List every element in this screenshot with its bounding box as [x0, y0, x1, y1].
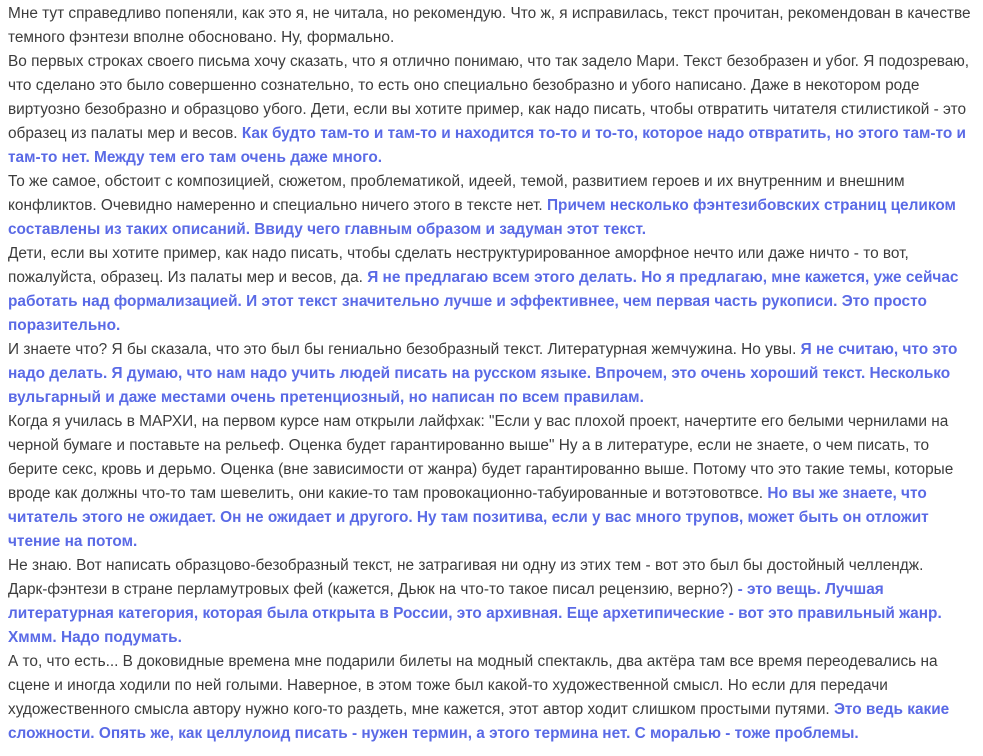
paragraph-spectacle: [8, 650, 974, 746]
paragraph-challenge: [8, 554, 974, 578]
paragraph-highlight: Я не предлагаю всем этого делать. Но я предлагаю, мне кажется, уже сейчас работать над формализацией. И этот текст значительно лучше и эффективнее, чем первая часть рукописи. Это просто поразительно.: [8, 269, 959, 334]
paragraph-text: Дарк-фэнтези в стране перламутровых фей (кажется, Дьюк на что-то такое писал рецензию, верно?): [8, 581, 738, 598]
paragraph-first-lines: [8, 50, 974, 170]
paragraph-text: Когда я училась в МАРХИ, на первом курсе нам открыли лайфхак: "Если у вас плохой проект, начертите его белыми чернилами на черной бумаге и поставьте на рельеф. Оценка будет гарантированно выше" Ну а в литературе, если не знаете, о чем писать, то берите секс, кровь и дерьмо. Оценка (вне зависимости от жанра) будет гарантированно выше. Потому что это такие темы, которые вроде как должны что-то там шевелить, они какие-то там провокационно-табуированные и вотэтовотвсе.: [8, 413, 954, 502]
paragraph-genius: [8, 338, 974, 410]
paragraph-highlight: Как будто там-то и там-то и находится то-то и то-то, которое надо отвратить, но этого там-то и там-то нет. Между тем его там очень даже много.: [8, 125, 966, 166]
document-body: [8, 2, 974, 746]
paragraph-amorphous: [8, 242, 974, 338]
paragraph-markhi: [8, 410, 974, 554]
paragraph-dark-fantasy: [8, 578, 974, 650]
paragraph-intro: [8, 2, 974, 50]
paragraph-highlight: Причем несколько фэнтезибовских страниц целиком составлены из таких описаний. Ввиду чего главным образом и задуман этот текст.: [8, 197, 956, 238]
paragraph-highlight: Но вы же знаете, что читатель этого не ожидает. Он не ожидает и другого. Ну там позитива, если у вас много трупов, может быть он отложит чтение на потом.: [8, 485, 929, 550]
paragraph-composition: [8, 170, 974, 242]
paragraph-highlight: Это ведь какие сложности. Опять же, как целлулоид писать - нужен термин, а этого термина нет. С моралью - тоже проблемы.: [8, 701, 950, 742]
paragraph-highlight: Я не считаю, что это надо делать. Я думаю, что нам надо учить людей писать на русском языке. Впрочем, это очень хороший текст. Несколько вульгарный и даже местами очень претенциозный, но написан по всем правилам.: [8, 341, 958, 406]
paragraph-text: А то, что есть... В доковидные времена мне подарили билеты на модный спектакль, два актёра там все время переодевались на сцене и иногда ходили по ней голыми. Наверное, в этом тоже был какой-то художественной смысл. Но если для передачи художественного смысла автору нужно кого-то раздеть, мне кажется, этот автор ходит слишком простыми путями.: [8, 653, 938, 718]
paragraph-text: Во первых строках своего письма хочу сказать, что я отлично понимаю, что так задело Мари. Текст безобразен и убог. Я подозреваю, что сделано это было совершенно сознательно, то есть оно специально безобразно и убого написано. Даже в некотором роде виртуозно безобразно и образцово убого. Дети, если вы хотите пример, как надо писать, чтобы отвратить читателя стилистикой - это образец из палаты мер и весов.: [8, 53, 970, 142]
paragraph-text: Мне тут справедливо попеняли, как это я, не читала, но рекомендую. Что ж, я исправилась, текст прочитан, рекомендован в качестве темного фэнтези вполне обосновано. Ну, формально.: [8, 5, 971, 46]
paragraph-text: То же самое, обстоит с композицией, сюжетом, проблематикой, идеей, темой, развитием героев и их внутренним и внешним конфликтов. Очевидно намеренно и специально ничего этого в тексте нет.: [8, 173, 905, 214]
paragraph-text: И знаете что? Я бы сказала, что это был бы гениально безобразный текст. Литературная жемчужина. Но увы.: [8, 341, 801, 358]
paragraph-text: Не знаю. Вот написать образцово-безобразный текст, не затрагивая ни одну из этих тем - вот это был бы достойный челлендж.: [8, 557, 924, 574]
paragraph-text: Дети, если вы хотите пример, как надо писать, чтобы сделать неструктурированное аморфное нечто или даже ничто - то вот, пожалуйста, образец. Из палаты мер и весов, да.: [8, 245, 909, 286]
paragraph-highlight: - это вещь. Лучшая литературная категория, которая была открыта в России, это архивная. Еще архетипические - вот это правильный жанр. Хммм. Надо подумать.: [8, 581, 942, 646]
